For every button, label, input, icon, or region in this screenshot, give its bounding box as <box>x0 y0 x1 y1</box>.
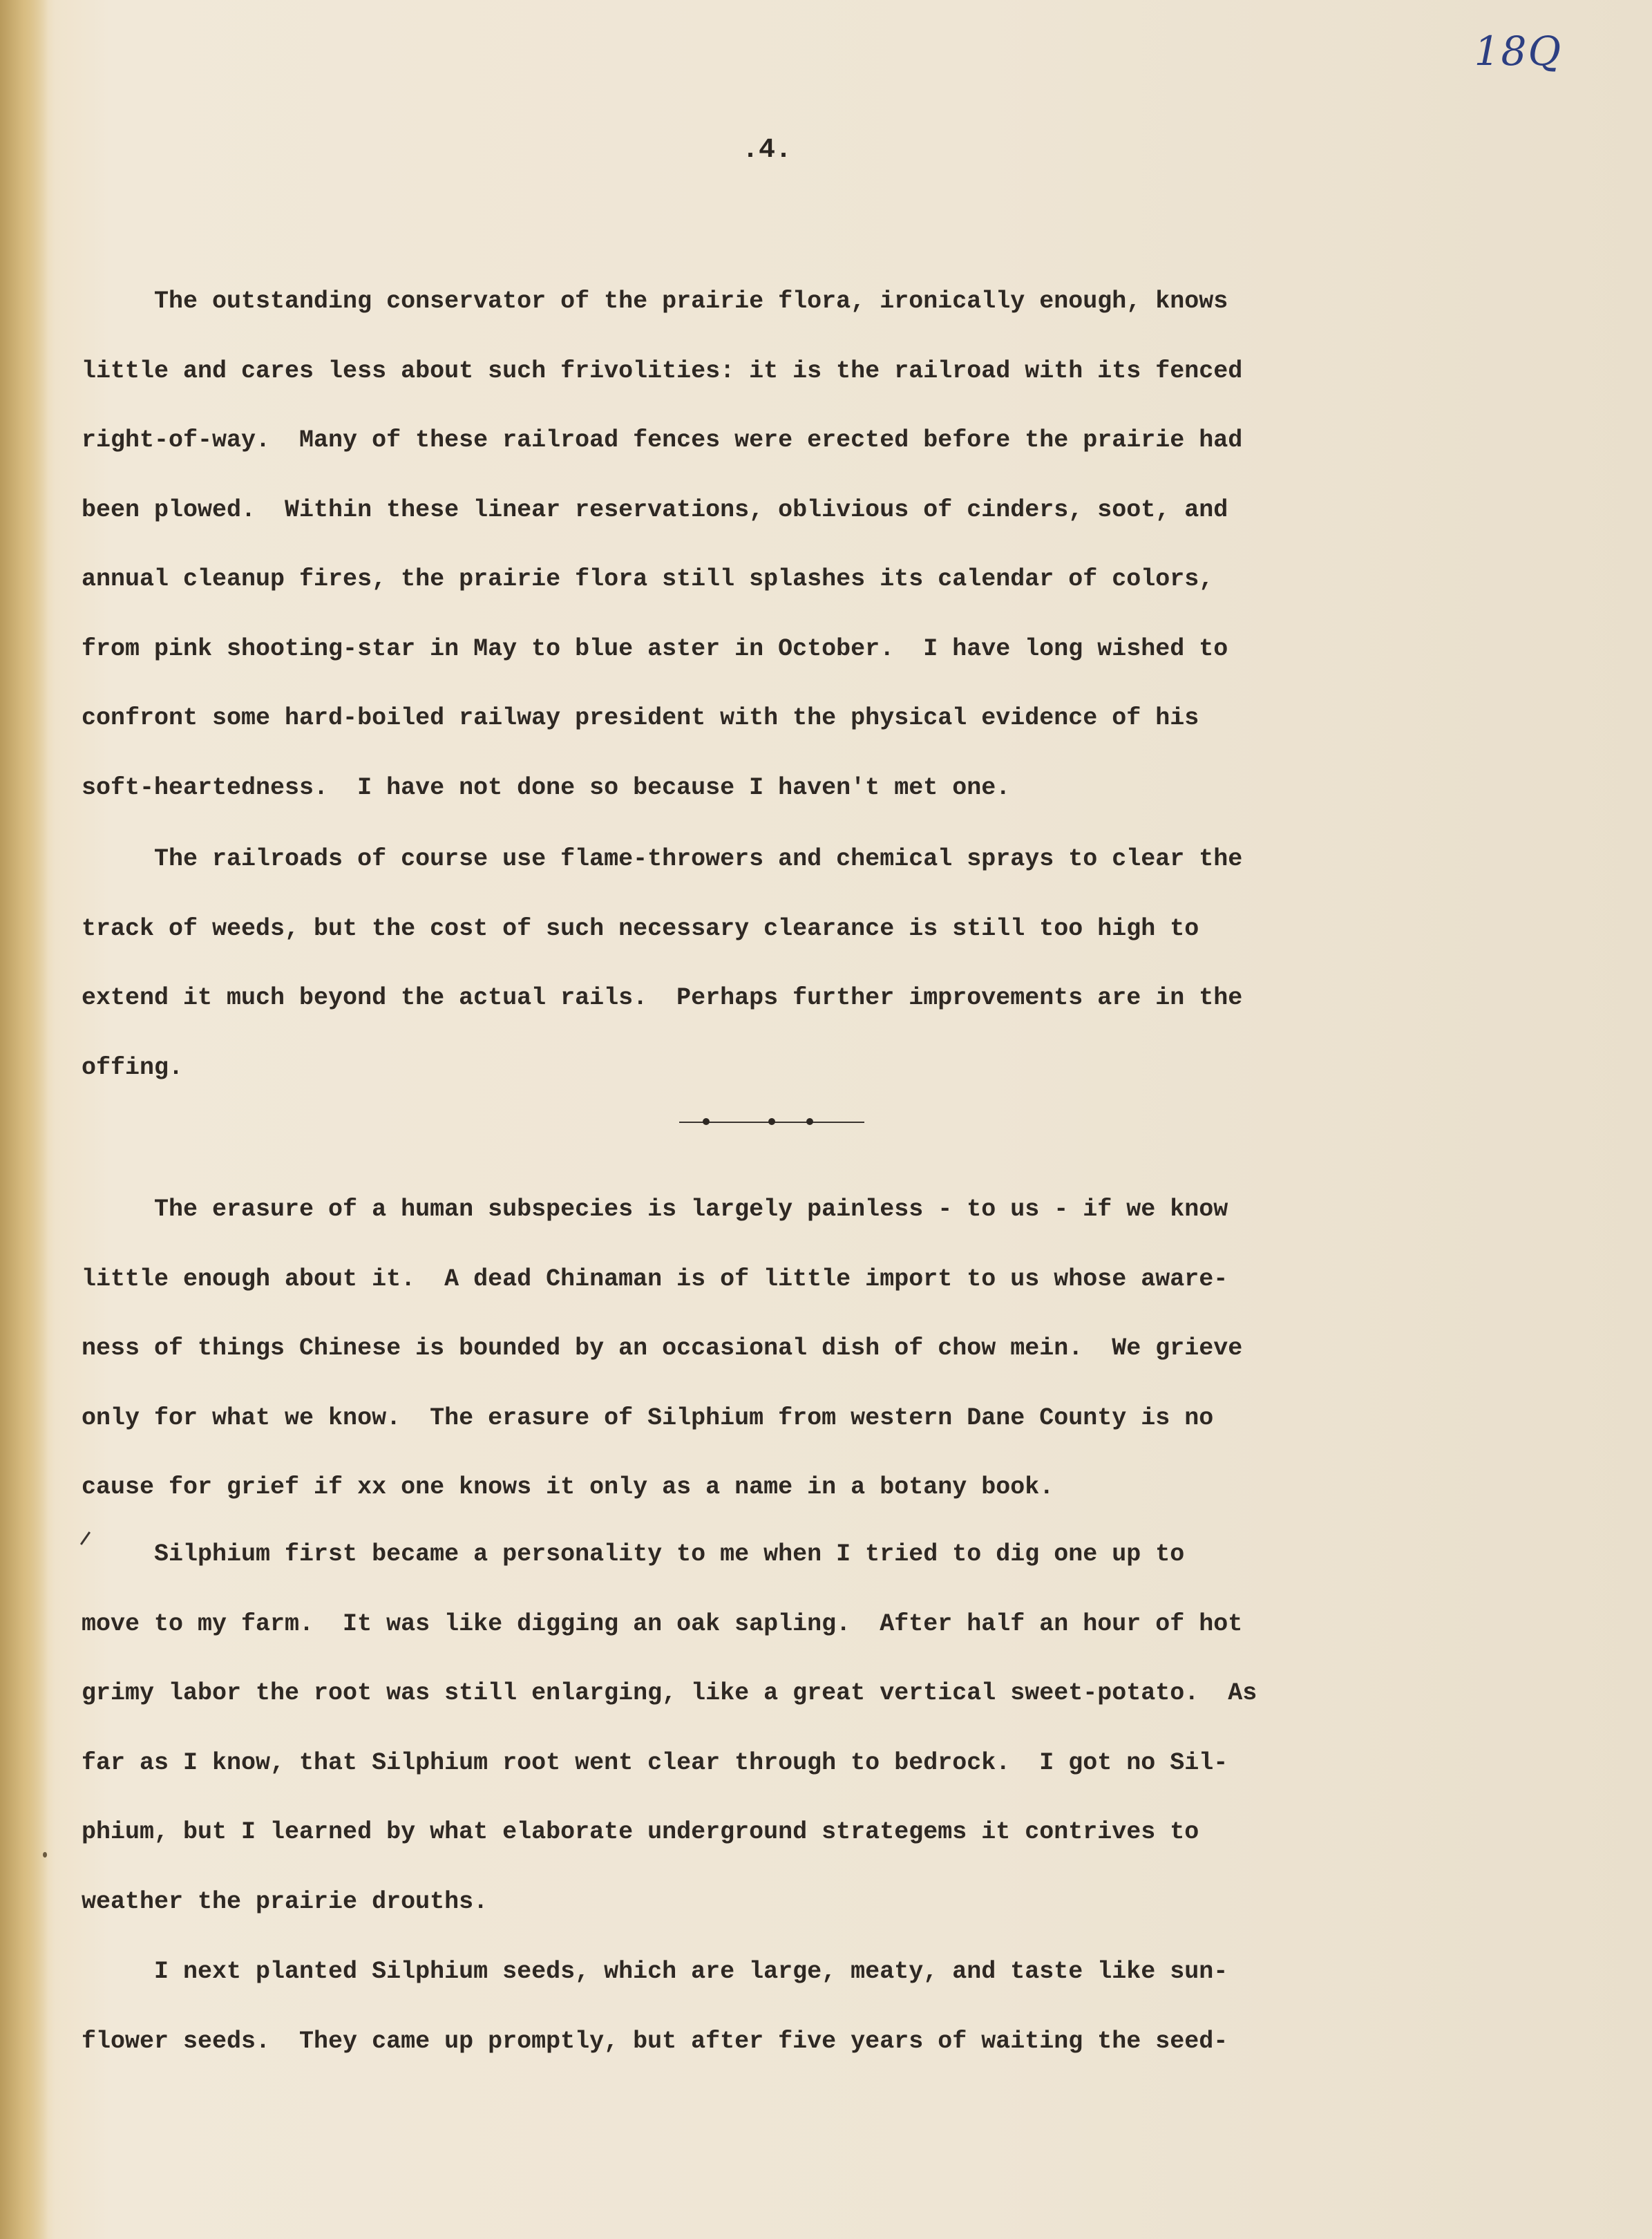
text-line: only for what we know. The erasure of Silphium from western Dane County is no <box>82 1404 1214 1432</box>
separator-dot <box>806 1118 813 1125</box>
text-line: flower seeds. They came up promptly, but after five years of waiting the seed- <box>82 2027 1228 2055</box>
text-line: The erasure of a human subspecies is largely painless - to us - if we know <box>82 1196 1228 1223</box>
paragraph-erasure-subspecies <box>82 1175 1505 1522</box>
text-line: grimy labor the root was still enlarging, like a great vertical sweet-potato. As <box>82 1679 1257 1707</box>
text-line: from pink shooting-star in May to blue aster in October. I have long wished to <box>82 634 1228 663</box>
text-line: phium, but I learned by what elaborate underground strategems it contrives to <box>82 1818 1199 1846</box>
text-line: extend it much beyond the actual rails. Perhaps further improvements are in the <box>82 984 1243 1012</box>
paragraph-weed-clearance <box>82 824 1505 1102</box>
text-line: soft-heartedness. I have not done so because I haven't met one. <box>82 773 1011 802</box>
text-line: annual cleanup fires, the prairie flora still splashes its calendar of colors, <box>82 565 1214 593</box>
handwritten-folio-number: 18Q <box>1474 28 1562 75</box>
text-line: ness of things Chinese is bounded by an occasional dish of chow mein. We grieve <box>82 1334 1243 1362</box>
text-line: cause for grief if xx one knows it only as a name in a botany book. <box>82 1473 1054 1501</box>
text-line: I next planted Silphium seeds, which are large, meaty, and taste like sun- <box>82 1958 1228 1985</box>
text-line: right-of-way. Many of these railroad fences were erected before the prairie had <box>82 426 1243 454</box>
page-number: .4. <box>741 135 792 166</box>
text-line: Silphium first became a personality to me when I tried to dig one up to <box>82 1540 1185 1568</box>
text-line: far as I know, that Silphium root went clear through to bedrock. I got no Sil- <box>82 1748 1228 1777</box>
text-line: move to my farm. It was like digging an oak sapling. After half an hour of hot <box>82 1609 1243 1638</box>
separator-dot <box>703 1118 710 1125</box>
text-line: little and cares less about such frivolities: it is the railroad with its fenced <box>82 357 1243 385</box>
paragraph-railroad-conservator <box>82 267 1505 822</box>
text-line: weather the prairie drouths. <box>82 1887 488 1916</box>
separator-dot <box>768 1118 775 1125</box>
text-line: The outstanding conservator of the prairie flora, ironically enough, knows <box>82 287 1228 315</box>
section-separator <box>679 1114 864 1131</box>
text-line: been plowed. Within these linear reservations, oblivious of cinders, soot, and <box>82 495 1228 524</box>
page-binding-edge <box>0 0 48 2239</box>
text-line: offing. <box>82 1053 184 1081</box>
text-line: The railroads of course use flame-throwers and chemical sprays to clear the <box>82 845 1243 873</box>
text-line: little enough about it. A dead Chinaman is of little import to us whose aware- <box>82 1265 1228 1293</box>
text-line: track of weeds, but the cost of such necessary clearance is still too high to <box>82 914 1199 943</box>
paragraph-silphium-digging <box>82 1520 1505 1936</box>
margin-spot <box>43 1852 47 1858</box>
paragraph-silphium-seeds <box>82 1937 1505 2076</box>
text-line: confront some hard-boiled railway president with the physical evidence of his <box>82 704 1199 732</box>
